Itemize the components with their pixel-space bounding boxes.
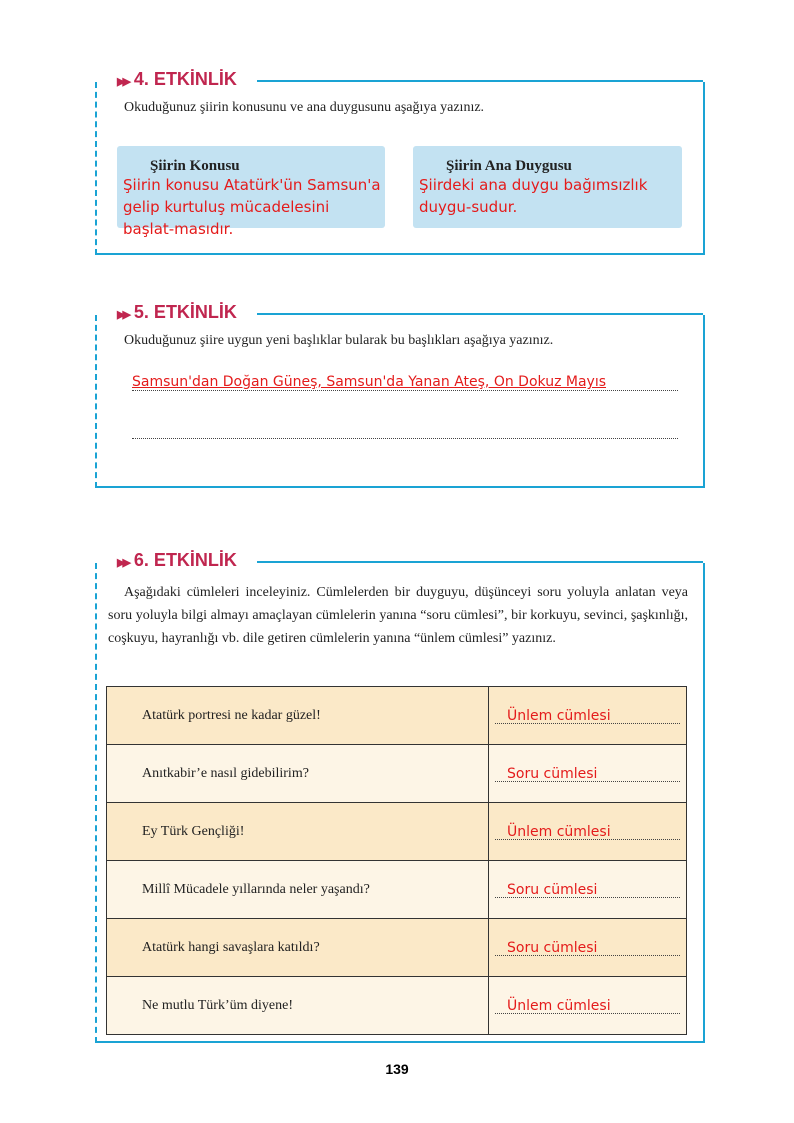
- instruction: Aşağıdaki cümleleri inceleyiniz. Cümlelerden bir duyguyu, düşünceyi soru yoluyla anlatan veya soru yoluyla bilgi almayı amaçlayan cümlelerin yanına “soru cümlesi”, bir korkuyu, sevinci, şaşkınlığı, coşkuyu, hayranlığı vb. dile getiren cümlelerin yanına “ünlem cümlesi” yazınız.: [108, 585, 688, 646]
- sentence: Atatürk hangi savaşlara katıldı?: [107, 919, 489, 977]
- answer: Ünlem cümlesi: [495, 709, 680, 724]
- table-row: [107, 861, 687, 919]
- sentence-table: [106, 686, 687, 1035]
- answer: Soru cümlesi: [495, 767, 680, 782]
- answer: Soru cümlesi: [495, 941, 680, 956]
- table-row: [107, 687, 687, 745]
- sentence: Ne mutlu Türk’üm diyene!: [107, 977, 489, 1035]
- instruction: Okuduğunuz şiirin konusunu ve ana duygusunu aşağıya yazınız.: [124, 100, 485, 115]
- topic-card: [117, 146, 385, 238]
- answer-line-1: Samsun'dan Doğan Güneş, Samsun'da Yanan Ateş, On Dokuz Mayıs: [132, 374, 678, 391]
- activity-5: [95, 302, 705, 488]
- sentence: Ey Türk Gençliği!: [107, 803, 489, 861]
- double-arrow-icon: ▶▶: [117, 557, 128, 569]
- answer-line-2: [132, 438, 678, 439]
- table-row: [107, 977, 687, 1035]
- emotion-card: [413, 146, 682, 228]
- sentence: Anıtkabir’e nasıl gidebilirim?: [107, 745, 489, 803]
- table-row: [107, 803, 687, 861]
- activity-6-title: [117, 550, 239, 571]
- double-arrow-icon: ▶▶: [117, 76, 128, 88]
- sentence: Millî Mücadele yıllarında neler yaşandı?: [107, 861, 489, 919]
- activity-4-title: [117, 69, 239, 90]
- double-arrow-icon: ▶▶: [117, 309, 128, 321]
- table-row: [107, 919, 687, 977]
- title-text: 5. ETKİNLİK: [133, 302, 237, 322]
- answer: Ünlem cümlesi: [495, 825, 680, 840]
- table-row: [107, 745, 687, 803]
- activity-5-title: [117, 302, 239, 323]
- title-text: 4. ETKİNLİK: [133, 69, 237, 89]
- card-answer: Şiirdeki ana duygu bağımsızlık duygu-sudur.: [419, 176, 648, 216]
- title-text: 6. ETKİNLİK: [133, 550, 237, 570]
- instruction: Okuduğunuz şiire uygun yeni başlıklar bularak bu başlıkları aşağıya yazınız.: [124, 333, 554, 348]
- activity-4: [95, 69, 705, 255]
- card-answer: Şiirin konusu Atatürk'ün Samsun'a gelip kurtuluş mücadelesini başlat-masıdır.: [123, 176, 381, 238]
- answer: Soru cümlesi: [495, 883, 680, 898]
- sentence: Atatürk portresi ne kadar güzel!: [107, 687, 489, 745]
- card-heading: Şiirin Konusu: [150, 158, 240, 174]
- answer: Ünlem cümlesi: [495, 999, 680, 1014]
- page-number: 139: [385, 1061, 409, 1077]
- card-heading: Şiirin Ana Duygusu: [446, 158, 572, 174]
